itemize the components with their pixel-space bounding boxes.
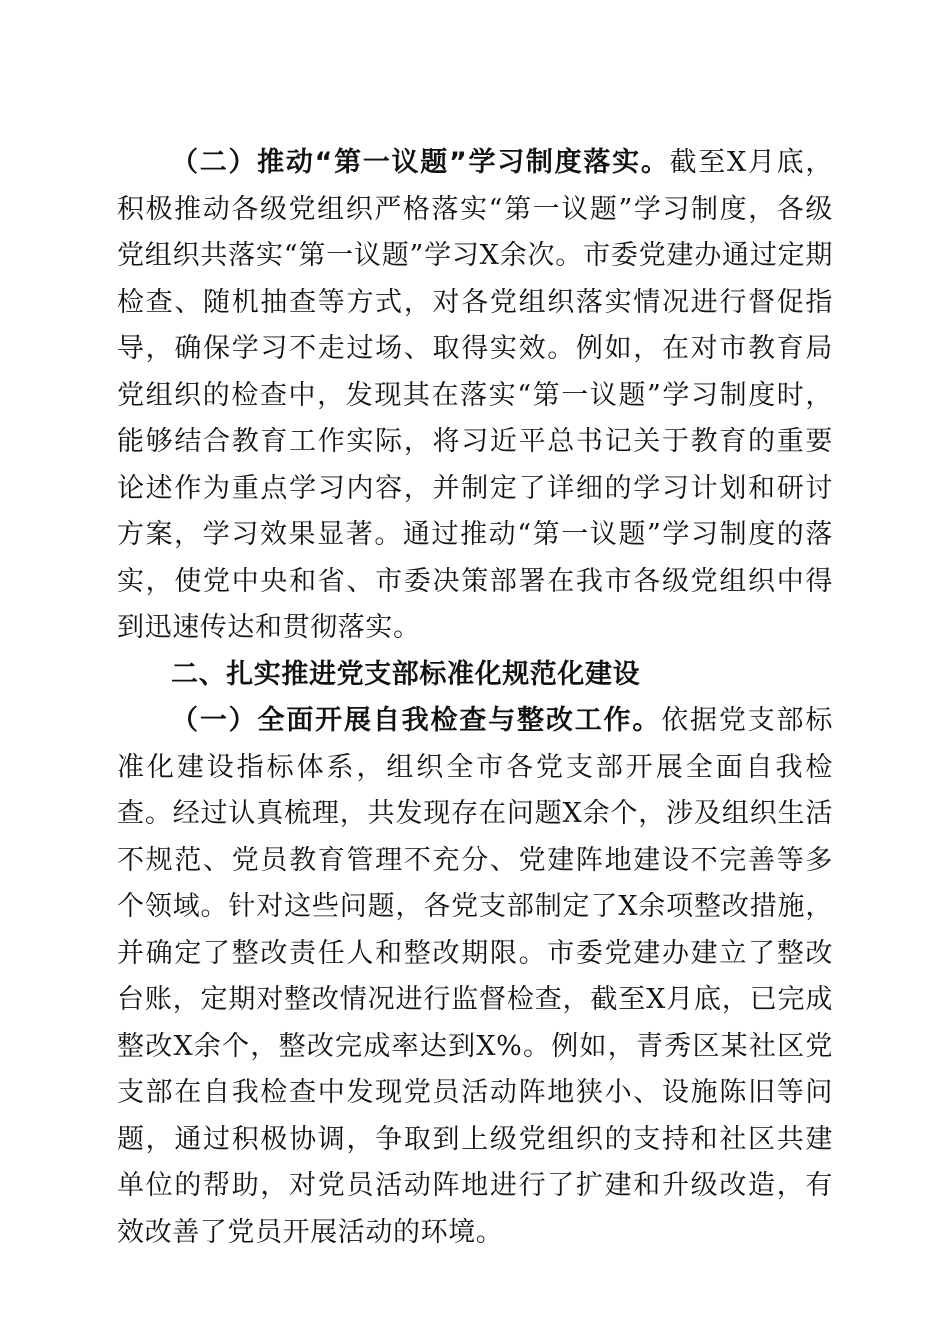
document-page (117, 140, 833, 1256)
section-heading: 二、扎实推进党支部标准化规范化建设 (171, 658, 641, 690)
paragraph-body: 依据党支部标准化建设指标体系，组织全市各党支部开展全面自我检查。经过认真梳理，共发现存在问题X余个，涉及组织生活不规范、党员教育管理不充分、党建阵地建设不完善等多个领域。针对这些问题，各党支部制定了X余项整改措施，并确定了整改责任人和整改期限。市委党建办建立了整改台账，定期对整改情况进行监督检查，截至X月底，已完成整改X余个，整改完成率达到X%。例如，青秀区某社区党支部在自我检查中发现党员活动阵地狭小、设施陈旧等问题，通过积极协调，争取到上级党组织的支持和社区共建单位的帮助，对党员活动阵地进行了扩建和升级改造，有效改善了党员开展活动的环境。 (117, 705, 833, 1248)
paragraph-body: 截至X月底，积极推动各级党组织严格落实“第一议题”学习制度，各级党组织共落实“第一议题”学习X余次。市委党建办通过定期检查、随机抽查等方式，对各党组织落实情况进行督促指导，确保学习不走过场、取得实效。例如，在对市教育局党组织的检查中，发现其在落实“第一议题”学习制度时，能够结合教育工作实际，将习近平总书记关于教育的重要论述作为重点学习内容，并制定了详细的学习计划和研讨方案，学习效果显著。通过推动“第一议题”学习制度的落实，使党中央和省、市委决策部署在我市各级党组织中得到迅速传达和贯彻落实。 (117, 147, 833, 643)
paragraph-lead: （一）全面开展自我检查与整改工作。 (171, 705, 662, 736)
paragraph-first-topic-study (117, 140, 833, 652)
paragraph-self-inspection (117, 698, 833, 1256)
paragraph-lead: （二）推动“第一议题”学习制度落实。 (171, 147, 670, 178)
